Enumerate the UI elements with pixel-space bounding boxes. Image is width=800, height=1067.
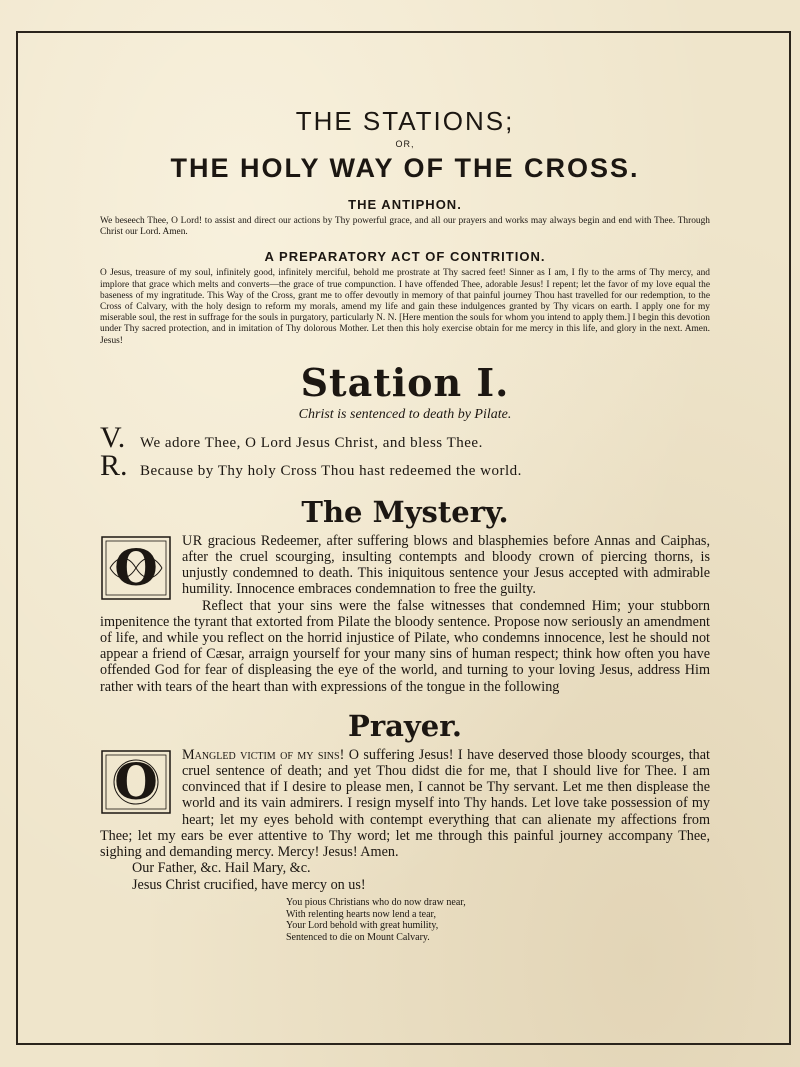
- prayer-heading: Prayer.: [348, 708, 462, 743]
- versicle-letter: V.: [100, 420, 126, 454]
- verse-line: Your Lord behold with great humility,: [286, 920, 439, 932]
- crucified-line: Jesus Christ crucified, have mercy on us!: [132, 877, 366, 894]
- response: [100, 448, 710, 482]
- svg-text:O: O: [114, 751, 158, 811]
- verse-line: You pious Christians who do now draw near,: [286, 897, 466, 909]
- verse-line: With relenting hearts now lend a tear,: [286, 908, 436, 920]
- our-father-line: Our Father, &c. Hail Mary, &c.: [132, 860, 311, 877]
- contrition-text: O Jesus, treasure of my soul, infinitely good, infinitely merciful, behold me prostrate at Thy sacred feet! Sinner as I am, I fly to the arms of Thy mercy, and implore that grace which melts and converts—the grace of true compunction. I have offended Thee, adorable Jesus! I repent; let the favor of my love equal the baseness of my ingratitude. This Way of the Cross, grant me to offer devoutly in memory of that painful journey Thou hast travelled for our redemption, to the Cross of Calvary, with the holy design to reform my morals, amend my life and gain these indulgences granted by Thy vicars on earth. I apply one for my miserable soul, the rest in suffrage for the souls in purgatory, particularly N. N. [Here mention the souls for whom you intend to apply them.] I begin this devotion under Thy sacred protection, and in imitation of Thy dolorous Mother. Let then this holy exercise obtain for me mercy in this life, and glory in the next. Amen. Jesus!: [100, 268, 710, 346]
- mystery-paragraph-2: Reflect that your sins were the false witnesses that condemned Him; your stubborn impenitence the tyrant that extorted from Pilate the bloody sentence. Propose now seriously an amendment of life, and while you reflect on the horrid injustice of Pilate, who condemns innocence, lest he should not appear a friend of Cæsar, arraign yourself for your many sins of human respect; think how often you have offended God for fear of displeasing the eye of the world, and turning to your loving Jesus, address Him rather with tears of the heart than with expressions of the tongue in the following: [100, 597, 710, 695]
- mystery-first-word: UR: [182, 532, 203, 549]
- prayer-opening: Mangled victim of my sins!: [182, 746, 345, 763]
- title-or: OR,: [395, 139, 415, 149]
- ornamental-initial-o-icon-2: [100, 749, 172, 815]
- response-text: Because by Thy holy Cross Thou hast redeemed the world.: [140, 462, 522, 479]
- mystery-heading: The Mystery.: [301, 494, 509, 529]
- station-subtitle: Christ is sentenced to death by Pilate.: [298, 406, 512, 422]
- prayer-text: O suffering Jesus! I have deserved those bloody scourges, that cruel sentence of death; and yet Thou didst die for me, that I should live for Thee. I am convinced that if I desire to please men, I cannot be Thy servant. Let me then displease the world and its vain admirers. I resign myself into Thy hands. Let love take possession of my heart; let my eyes behold with contempt everything that can alienate my affections from Thee; let my ears be ever attentive to Thy word; let me through this painful journey accompany Thee, sighing and demanding mercy. Mercy! Jesus! Amen.: [100, 746, 710, 861]
- versicle: [100, 420, 710, 454]
- mystery-text-1: gracious Redeemer, after suffering blows and blasphemies before Annas and Caiphas, after the cruel scourging, insulting contempts and bloody crown of piercing thorns, is unjustly condemned to death. This iniquitous sentence your Jesus accepted with admirable humility. Innocence embraces condemnation to free the guilty.: [182, 532, 710, 598]
- title-line1: THE STATIONS;: [295, 106, 515, 136]
- antiphon-text: We beseech Thee, O Lord! to assist and direct our actions by Thy powerful grace, and all our prayers and works may always begin and end with Thee. Through Christ our Lord. Amen.: [100, 216, 710, 238]
- station-title: Station I.: [300, 359, 510, 405]
- response-letter: R.: [100, 448, 128, 482]
- antiphon-heading: THE ANTIPHON.: [348, 197, 462, 212]
- contrition-heading: A PREPARATORY ACT OF CONTRITION.: [264, 249, 546, 265]
- versicle-text: We adore Thee, O Lord Jesus Christ, and bless Thee.: [140, 434, 483, 451]
- closing-verse: [100, 897, 710, 943]
- document-body: [100, 104, 710, 943]
- mystery-paragraph-1: [100, 533, 710, 598]
- prayer-paragraph: [100, 747, 710, 860]
- title-line2: THE HOLY WAY OF THE CROSS.: [170, 153, 640, 183]
- verse-line: Sentenced to die on Mount Calvary.: [286, 931, 430, 943]
- ornamental-initial-o-icon: [100, 535, 172, 601]
- svg-text:O: O: [114, 537, 158, 597]
